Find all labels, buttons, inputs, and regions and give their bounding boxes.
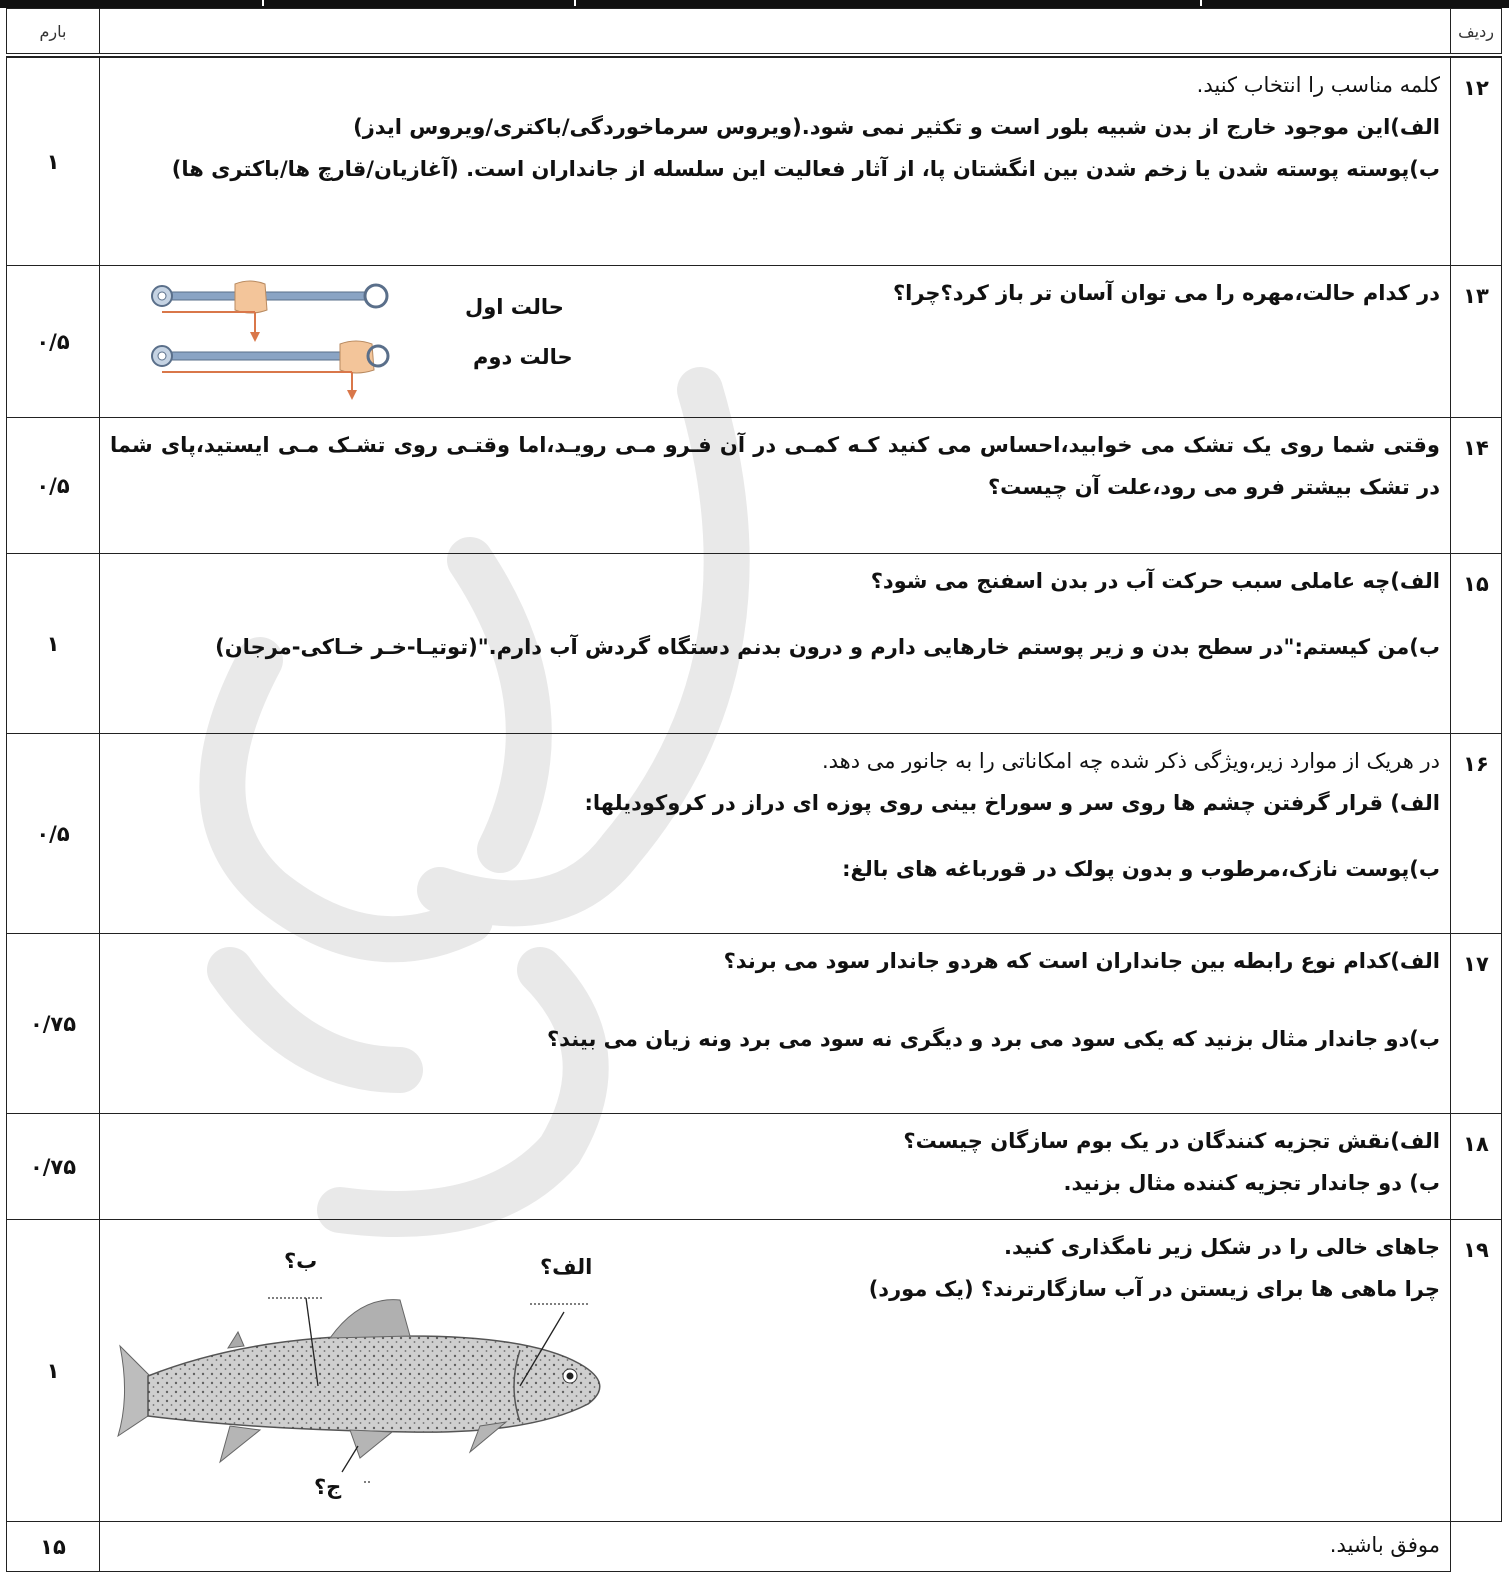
footer-total: ۱۵: [7, 1522, 100, 1572]
footer-message: موفق باشید.: [100, 1522, 1451, 1572]
state-2-label: حالت دوم: [473, 345, 573, 369]
question-score: ۱: [7, 58, 100, 266]
question-intro: در هریک از موارد زیر،ویژگی ذکر شده چه امکاناتی را به جانور می دهد.: [821, 749, 1440, 773]
header-row: [7, 9, 1502, 56]
exam-table: [6, 8, 1502, 1572]
question-part-b: ب)دو جاندار مثال بزنید که یکی سود می برد و دیگری نه سود می برد ونه زیان می بیند؟: [546, 1027, 1440, 1051]
question-text: در کدام حالت،مهره را می توان آسان تر باز کرد؟چرا؟: [892, 281, 1440, 305]
question-row-15: [7, 554, 1502, 734]
question-body: [100, 1114, 1451, 1220]
question-score: ۰/۵: [7, 734, 100, 934]
question-score: ۱: [7, 554, 100, 734]
question-body: [100, 554, 1451, 734]
question-part-a: الف)کدام نوع رابطه بین جانداران است که هردو جاندار سود می برند؟: [723, 949, 1440, 973]
question-part-b: ب) دو جاندار تجزیه کننده مثال بزنید.: [1063, 1171, 1440, 1195]
question-body: [100, 266, 1451, 418]
header-row-label: ردیف: [1451, 9, 1502, 56]
fish-label-c: ج؟: [314, 1475, 342, 1499]
question-part-a: الف) قرار گرفتن چشم ها روی سر و سوراخ بینی روی پوزه ای دراز در کروکودیلها:: [584, 791, 1440, 815]
header-blank: [100, 9, 1451, 56]
question-score: ۰/۷۵: [7, 1114, 100, 1220]
question-row-19: [7, 1220, 1502, 1522]
state-1-label: حالت اول: [465, 295, 564, 319]
fish-label-b: ب؟: [284, 1249, 318, 1273]
question-part-a: الف)این موجود خارج از بدن شبیه بلور است و تکثیر نمی شود.(ویروس سرماخوردگی/باکتری/ویروس ایدز): [353, 115, 1440, 139]
question-number: ۱۸: [1451, 1114, 1502, 1220]
question-number: ۱۹: [1451, 1220, 1502, 1522]
header-score-label: بارم: [7, 9, 100, 56]
question-body: [100, 58, 1451, 266]
question-number: ۱۴: [1451, 418, 1502, 554]
question-intro: کلمه مناسب را انتخاب کنید.: [1196, 73, 1440, 97]
question-body: [100, 734, 1451, 934]
question-row-18: [7, 1114, 1502, 1220]
question-part-a: الف)چه عاملی سبب حرکت آب در بدن اسفنج می شود؟: [870, 569, 1440, 593]
question-score: ۰/۵: [7, 266, 100, 418]
question-row-13: [7, 266, 1502, 418]
footer-blank: [1451, 1522, 1502, 1572]
question-row-12: [7, 58, 1502, 266]
wrench-diagram: [140, 276, 390, 406]
question-score: ۱: [7, 1220, 100, 1522]
question-number: ۱۷: [1451, 934, 1502, 1114]
question-number: ۱۵: [1451, 554, 1502, 734]
question-score: ۰/۵: [7, 418, 100, 554]
question-part-b: ب)پوسته پوسته شدن یا زخم شدن بین انگشتان پا، از آثار فعالیت این سلسله از جانداران است. (آغازیان/قارچ ها/باکتری ها): [171, 157, 1440, 181]
question-part-a: جاهای خالی را در شکل زیر نامگذاری کنید.: [1004, 1235, 1440, 1259]
question-row-17: [7, 934, 1502, 1114]
question-body: [100, 934, 1451, 1114]
question-body: [100, 418, 1451, 554]
question-text: وقتی شما روی یک تشک می خوابید،احساس می کنید کـه کمـی در آن فـرو مـی رویـد،اما وقتـی روی تشـک مـی ایستید،پای شما در تشک بیشتر فرو می رود،علت آن چیست؟: [110, 433, 1440, 499]
question-number: ۱۲: [1451, 58, 1502, 266]
question-score: ۰/۷۵: [7, 934, 100, 1114]
footer-row: [7, 1522, 1502, 1572]
question-number: ۱۳: [1451, 266, 1502, 418]
question-part-a: الف)نقش تجزیه کنندگان در یک بوم سازگان چیست؟: [903, 1129, 1440, 1153]
question-row-14: [7, 418, 1502, 554]
question-row-16: [7, 734, 1502, 934]
question-number: ۱۶: [1451, 734, 1502, 934]
question-part-b: ب)من کیستم:"در سطح بدن و زیر پوستم خارهایی دارم و درون بدنم دستگاه گردش آب دارم."(توتیـا-خـر خـاکی-مرجان): [215, 635, 1440, 659]
question-part-b: ب)پوست نازک،مرطوب و بدون پولک در قورباغه های بالغ:: [842, 857, 1440, 881]
question-part-b: چرا ماهی ها برای زیستن در آب سازگارترند؟ (یک مورد): [868, 1277, 1440, 1301]
question-body: [100, 1220, 1451, 1522]
fish-label-a: الف؟: [540, 1255, 593, 1279]
